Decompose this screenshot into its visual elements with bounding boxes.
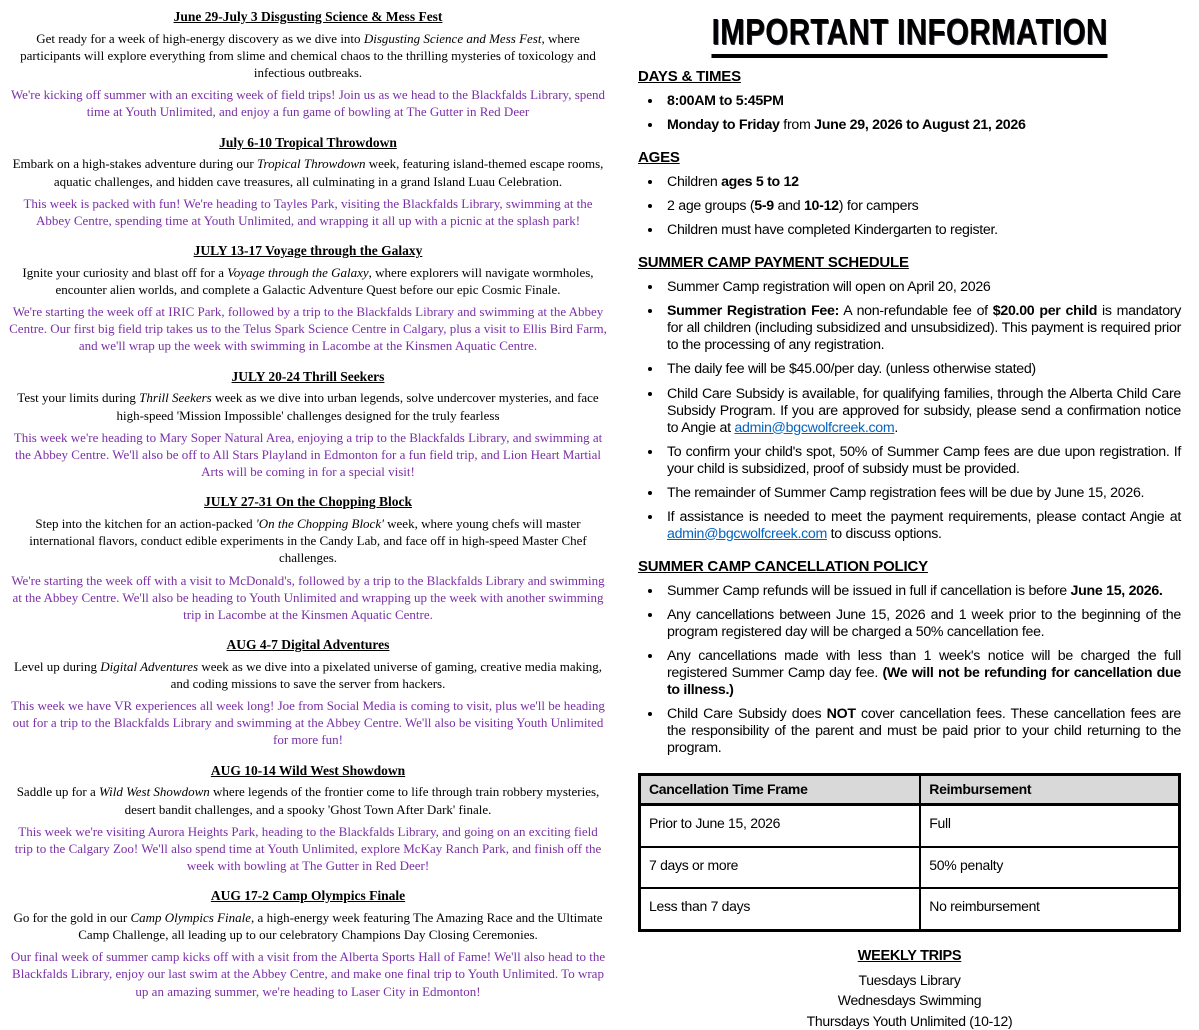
text-segment: Level up during (13, 658, 101, 674)
bullet-item (663, 198, 1181, 215)
camp-week-fieldtrips: We're starting the week off at IRIC Park, followed by a trip to the Blackfalds Library and swimming at the Abbey Centre. Our first big field trip takes us to the Telus Spark Science Centre in Calgary, plus a visit to Ellis Bird Farm, and we'll wrap up the week with swimming in Lacombe at the Kinsmen Aquatic Centre. (9, 304, 607, 354)
bullet-item (663, 174, 1181, 191)
text-segment: week, featuring island-themed escape rooms, aquatic challenges, and hidden cave treasures, all culminating in a grand Island Luau Celebration. (53, 156, 604, 189)
bullet-item (663, 444, 1181, 478)
table-header-row (640, 775, 1180, 805)
text-segment: 2 age groups ( (667, 198, 755, 215)
text-segment: Any cancellations between June 15, 2026 and 1 week prior to the beginning of the program registered day will be charged a 50% cancellation fee. (667, 606, 1181, 640)
camp-week-description (8, 30, 608, 81)
text-segment: Embark on a high-stakes adventure during our (12, 156, 258, 172)
text-segment: , a high-energy week featuring The Amazing Race and the Ultimate Camp Challenge, all leading up to our celebratory Champions Day Closing Ceremonies. (78, 909, 603, 943)
bullet-list (638, 174, 1181, 239)
table-row (640, 888, 1180, 930)
camp-week-fieldtrips: This week we're visiting Aurora Heights Park, heading to the Blackfalds Library, and going on an exciting field trip to the Calgary Zoo! We'll also spend time at Youth Unlimited, explore McKay Ranch Park, and finish off the week with bowling at The Gutter in Red Deer! (14, 823, 602, 873)
camp-week-title: July 6-10 Tropical Throwdown (219, 134, 397, 150)
camp-week-description (8, 389, 608, 423)
camp-week-section (8, 493, 608, 623)
text-segment: Children (667, 174, 722, 191)
table-header-timeframe: Cancellation Time Frame (640, 775, 921, 805)
text-segment: ) for campers (838, 198, 919, 215)
text-segment: Voyage through the Galaxy (227, 264, 369, 280)
text-segment: If assistance is needed to meet the payment requirements, please contact Angie at (667, 508, 1181, 525)
text-segment: week as we dive into a pixelated universe of gaming, creative media making, and coding missions to save the server from hackers. (170, 658, 603, 691)
bullet-item (663, 706, 1181, 757)
text-segment: Camp Olympics Finale (130, 909, 252, 925)
text-segment: Tropical Throwdown (257, 156, 366, 172)
camp-week-title: JULY 13-17 Voyage through the Galaxy (193, 243, 423, 259)
camp-week-description (8, 658, 608, 692)
text-segment: Test your limits during (17, 390, 140, 406)
camp-week-fieldtrips: This week is packed with fun! We're heading to Tayles Park, visiting the Blackfalds Library, swimming at the Abbey Centre, spending time at Youth Unlimited, and wrapping it all up with a picnic at the splash park! (23, 195, 593, 228)
info-section (638, 558, 1181, 757)
camp-week-fieldtrips: We're starting the week off with a visit to McDonald's, followed by a trip to the Blackfalds Library and swimming at the Abbey Centre. We'll also be heading to Youth Unlimited and wrapping up the week with another swimming trip in Lacombe at the Kinsmen Aquatic Centre. (11, 572, 605, 622)
text-segment: is mandatory for all children (including subsidized and unsubsidized). This payment is required prior to the processing of any registration. (667, 303, 1181, 354)
text-segment: Summer Camp registration will open on April 20, 2026 (667, 279, 991, 296)
camp-week-fieldtrips: This week we have VR experiences all week long! Joe from Social Media is coming to visit, plus we'll be heading out for a trip to the Blackfalds Library and swimming at the Abbey Centre. We'll also be visiting Youth Unlimited for more fun! (11, 698, 605, 748)
bullet-list (638, 93, 1181, 134)
camp-week-description (8, 909, 608, 943)
section-heading: DAYS & TIMES (638, 68, 741, 86)
camp-week-title: AUG 10-14 Wild West Showdown (210, 762, 406, 778)
camp-week-title: AUG 17-2 Camp Olympics Finale (210, 888, 406, 904)
important-info-column (612, 0, 1199, 1030)
text-segment: $20.00 per child (992, 303, 1098, 320)
text-segment: to discuss options. (827, 525, 942, 542)
bullet-item (663, 93, 1181, 110)
bullet-item (663, 509, 1181, 543)
bullet-list (638, 279, 1181, 542)
text-segment: ages 5 to 12 (721, 174, 799, 191)
camp-week-section (8, 368, 608, 481)
email-link[interactable]: admin@bgcwolfcreek.com (667, 525, 827, 542)
weekly-trips-heading: WEEKLY TRIPS (857, 948, 962, 965)
camp-week-description (8, 155, 608, 189)
text-segment: Wild West Showdown (99, 784, 210, 800)
text-segment: Go for the gold in our (13, 909, 131, 925)
text-segment: cover cancellation fees. These cancellation fees are the responsibility of the parent and must be paid prior to your child returning to the program. (667, 705, 1182, 756)
weekly-trips (638, 948, 1181, 1030)
section-heading: SUMMER CAMP CANCELLATION POLICY (638, 557, 928, 575)
camp-week-fieldtrips: We're kicking off summer with an exciting week of field trips! Join us as we head to the Blackfalds Library, spend time at Youth Unlimited, and enjoy a fun game of bowling at The Gutter in Red Deer (10, 87, 606, 120)
info-section (638, 149, 1181, 239)
camp-week-title: June 29-July 3 Disgusting Science & Mess Fest (173, 9, 443, 24)
text-segment: Get ready for a week of high-energy discovery as we dive into (36, 30, 364, 46)
page-title: IMPORTANT INFORMATION (711, 10, 1107, 58)
bullet-item (663, 303, 1181, 354)
camp-week-section (8, 636, 608, 749)
text-segment: Summer Camp refunds will be issued in full if cancellation is before (667, 582, 1071, 599)
text-segment: 8:00AM to 5:45PM (667, 93, 784, 110)
camp-week-fieldtrips: Our final week of summer camp kicks off with a visit from the Alberta Sports Hall of Fame! We'll also head to the Blackfalds Library, enjoy our last swim at the Abbey Centre, and make one final trip to Youth Unlimited. To wrap up an amazing summer, we're heading to Laser City in Edmonton! (10, 949, 606, 999)
text-segment: June 29, 2026 to August 21, 2026 (814, 117, 1026, 134)
text-segment: 5-9 (754, 198, 774, 215)
text-segment: from (779, 117, 815, 134)
camp-week-section (8, 887, 608, 1000)
weekly-trips-lines (638, 972, 1181, 1030)
table-row (640, 804, 1180, 846)
table-header-reimbursement: Reimbursement (920, 775, 1179, 805)
text-segment: (We will not be refunding for cancellation due to illness.) (667, 664, 1182, 698)
text-segment: Child Care Subsidy is available, for qualifying families, through the Alberta Child Care Subsidy Program. If you are approved for subsidy, please send a confirmation notice to Angie at (667, 385, 1181, 436)
text-segment: Step into the kitchen for an action-packed (35, 516, 256, 532)
text-segment: Disgusting Science and Mess Fest, (363, 30, 545, 46)
camp-week-description (8, 264, 608, 298)
bullet-item (663, 117, 1181, 134)
camp-week-description (8, 783, 608, 817)
email-link[interactable]: admin@bgcwolfcreek.com (734, 419, 895, 436)
table-row (640, 847, 1180, 889)
camp-week-title: JULY 20-24 Thrill Seekers (231, 368, 385, 384)
table-cell-timeframe: Less than 7 days (640, 888, 921, 930)
text-segment: and (773, 198, 804, 215)
text-segment: week, where young chefs will master international flavors, conduct edible experiments in the Candy Lab, and face off in high-speed Master Chef challenges. (29, 516, 587, 566)
camp-week-section (8, 134, 608, 229)
bullet-list (638, 583, 1181, 757)
cancellation-table (638, 773, 1181, 932)
bullet-item (663, 361, 1181, 378)
camp-week-title: JULY 27-31 On the Chopping Block (204, 494, 412, 510)
bullet-item (663, 222, 1181, 239)
text-segment: June 15, 2026. (1070, 582, 1163, 599)
text-segment: The daily fee will be $45.00/per day. (unless otherwise stated) (667, 361, 1036, 378)
info-section (638, 68, 1181, 134)
bullet-item (663, 648, 1181, 699)
page-title-wrap (638, 10, 1181, 58)
text-segment: 'On the Chopping Block' (255, 516, 384, 532)
camp-week-section (8, 242, 608, 355)
text-segment: NOT (826, 705, 856, 722)
camp-week-fieldtrips: This week we're heading to Mary Soper Natural Area, enjoying a trip to the Blackfalds Library, and swimming at the Abbey Centre. We'll also be off to All Stars Playland in Edmonton for a fun field trip, and Lion Heart Martial Arts will be coming in for a special visit! (13, 429, 603, 480)
camp-schedule-column (0, 0, 612, 999)
text-segment: A non-refundable fee of (839, 303, 993, 320)
camp-week-section (8, 762, 608, 875)
table-cell-timeframe: 7 days or more (640, 847, 921, 889)
bullet-item (663, 485, 1181, 502)
text-segment: where legends of the frontier come to life through train robbery mysteries, desert bandit challenges, and a spooky 'Ghost Town After Dark' finale. (124, 784, 600, 817)
section-heading: AGES (638, 149, 680, 167)
text-segment: Thrill Seekers (139, 390, 212, 406)
weekly-trip-line: Wednesdays Swimming (837, 992, 982, 1009)
weekly-trip-line: Thursdays Youth Unlimited (10-12) (806, 1013, 1013, 1030)
bullet-item (663, 607, 1181, 641)
text-segment: , where explorers will navigate wormholes, encounter alien worlds, and complete a Galactic Adventure Quest before our epic Cosmic Finale. (55, 264, 594, 297)
table-cell-timeframe: Prior to June 15, 2026 (640, 804, 921, 846)
text-segment: To confirm your child's spot, 50% of Summer Camp fees are due upon registration. If your child is subsidized, proof of subsidy must be provided. (667, 443, 1181, 477)
text-segment: Any cancellations made with less than 1 week's notice will be charged the full registered Summer Camp day fee. (667, 647, 1181, 681)
info-sections (638, 68, 1181, 757)
text-segment: Saddle up for a (16, 784, 100, 800)
table-cell-reimbursement: 50% penalty (920, 847, 1179, 889)
text-segment: Child Care Subsidy does (667, 705, 827, 722)
camp-week-title: AUG 4-7 Digital Adventures (226, 636, 390, 652)
text-segment: Summer Registration Fee: (667, 303, 840, 320)
bullet-item (663, 386, 1181, 437)
text-segment: where participants will explore everything from slime and chemical chaos to the thrilling mysteries of toxicology and infectious outbreaks. (20, 30, 596, 81)
camp-week-description (8, 515, 608, 566)
text-segment: 10-12 (803, 198, 839, 215)
table-cell-reimbursement: No reimbursement (920, 888, 1179, 930)
text-segment: Monday to Friday (667, 117, 780, 134)
text-segment: . (894, 419, 899, 436)
text-segment: week as we dive into urban legends, solve undercover mysteries, and face high-speed 'Mission Impossible' challenges designed for the truly fearless (116, 390, 599, 423)
info-section (638, 254, 1181, 542)
text-segment: Digital Adventures (100, 658, 199, 674)
text-segment: The remainder of Summer Camp registration fees will be due by June 15, 2026. (667, 484, 1145, 501)
text-segment: Children must have completed Kindergarten to register. (667, 222, 998, 239)
table-cell-reimbursement: Full (920, 804, 1179, 846)
bullet-item (663, 583, 1181, 600)
text-segment: Ignite your curiosity and blast off for a (22, 264, 228, 280)
bullet-item (663, 279, 1181, 296)
weekly-trip-line: Tuesdays Library (858, 971, 961, 988)
section-heading: SUMMER CAMP PAYMENT SCHEDULE (638, 254, 909, 272)
camp-week-section (8, 8, 608, 121)
